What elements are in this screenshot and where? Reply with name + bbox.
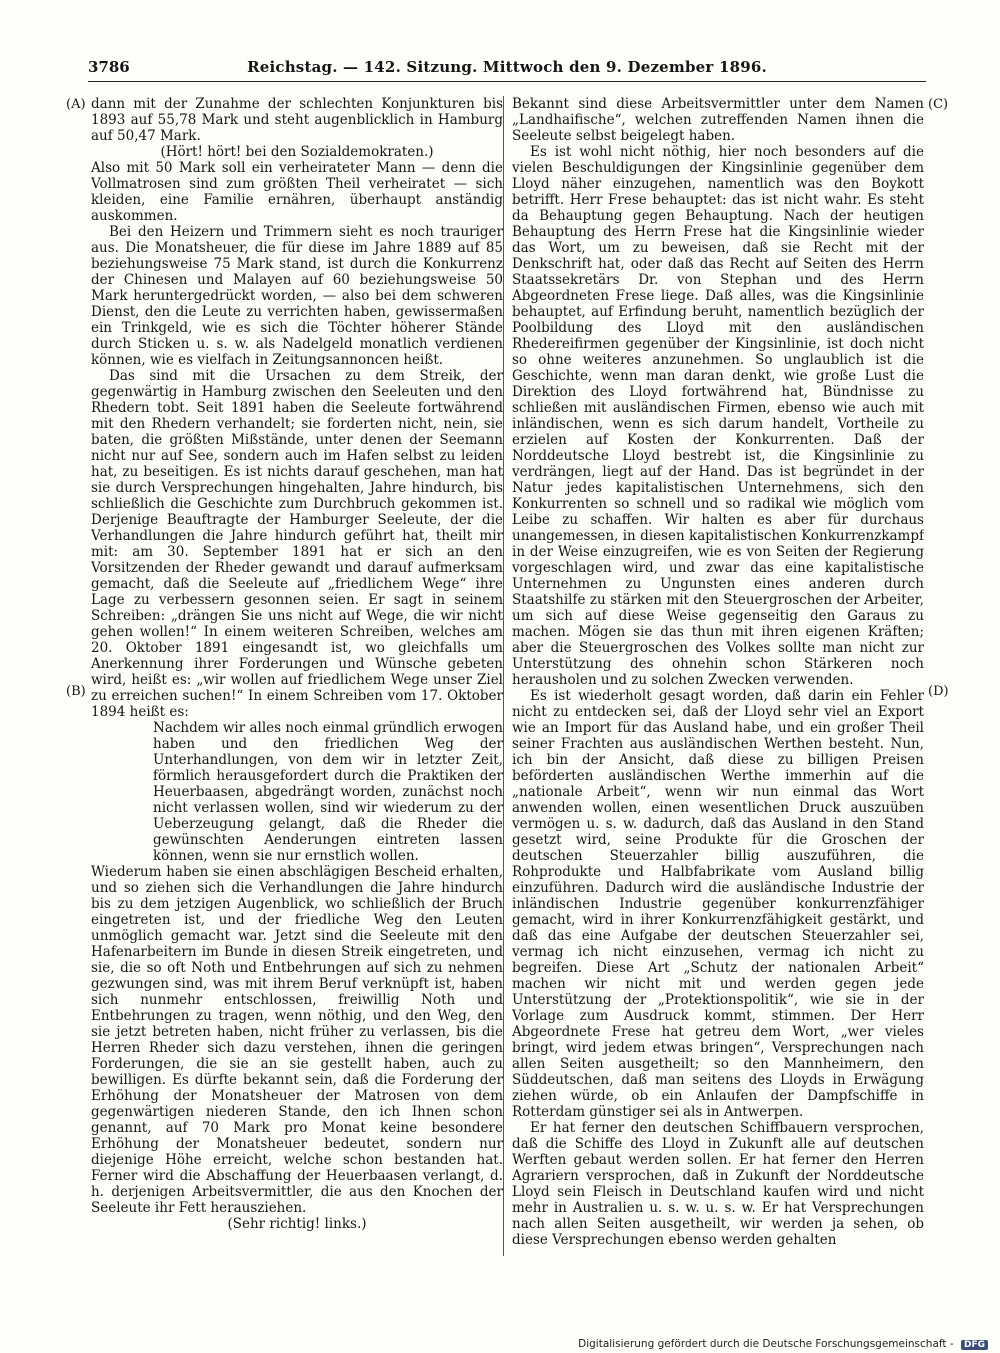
margin-marker-c: (C) xyxy=(928,97,949,112)
digitization-credit xyxy=(578,1338,988,1350)
paragraph: Wiederum haben sie einen abschlägigen Bescheid erhalten, und so ziehen sich die Verhandlungen die Jahre hindurch bis zu dem jetzigen Augenblick, wo schließlich der Bruch eingetreten ist, und der friedliche Weg den Leuten unmöglich gemacht war. Jetzt sind die Seeleute mit den Hafenarbeitern im Bunde in diesen Streik eingetreten, und sie, die so oft Noth und Entbehrungen auf sich zu nehmen gezwungen sind, was mit ihrem Beruf verknüpft ist, haben sich nunmehr entschlossen, freiwillig Noth und Entbehrungen zu tragen, wenn nöthig, und den Weg, den sie jetzt betreten haben, nicht früher zu verlassen, bis die Herren Rheder sich dazu verstehen, ihnen die geringen Forderungen, die sie an sie gestellt haben, auch zu bewilligen. Es dürfte bekannt sein, daß die Forderung der Erhöhung der Monatsheuer der Matrosen von dem gegenwärtigen niederen Stande, den ich Ihnen schon genannt, auf 70 Mark pro Monat keine besondere Erhöhung der Monatsheuer bedeutet, sondern nur diejenige Höhe erreicht, welche schon bestanden hat. Ferner wird die Abschaffung der Heuerbaasen verlangt, d. h. derjenigen Arbeitsvermittler, die aus den Knochen der Seeleute ihr Fett herausziehen. xyxy=(91,864,503,1216)
paragraph: Es ist wohl nicht nöthig, hier noch besonders auf die vielen Beschuldigungen der Kingsinlinie gegenüber dem Lloyd näher einzugehen, namentlich was den Boykott betrifft. Herr Frese behauptet: das ist nicht wahr. Es steht da Behauptung gegen Behauptung. Nach der heutigen Behauptung des Herrn Frese hat die Kingsinlinie wieder das Wort, um zu beweisen, daß sie Recht mit der Denkschrift hat, oder daß das Recht auf Seiten des Herrn Staatssekretärs Dr. von Stephan und des Herrn Abgeordneten Frese liege. Daß alles, was die Kingsinlinie behauptet, auf Erfindung beruht, namentlich bezüglich der Poolbildung des Lloyd mit den ausländischen Rhedereifirmen gegenüber der Kingsinlinie, ist doch nicht so ohne weiteres anzunehmen. So unglaublich ist die Geschichte, wenn man daran denkt, wie große Lust die Direktion des Lloyd fortwährend hat, Bündnisse zu schließen mit ausländischen Firmen, ebenso wie auch mit inländischen, wenn es sich darum handelt, Vortheile zu erzielen auf Kosten der Konkurrenten. Daß der Norddeutsche Lloyd bestrebt ist, die Kingsinlinie zu verdrängen, liegt auf der Hand. Das ist begründet in der Natur jedes kapitalistischen Unternehmens, sich den Konkurrenten so schnell und so radikal wie möglich vom Leibe zu schaffen. Wir halten es aber für durchaus unangemessen, in diesen kapitalistischen Konkurrenzkampf in der Weise einzugreifen, wie es von Seiten der Regierung vorgeschlagen wird, und zwar das eine kapitalistische Unternehmen zu Ungunsten eines anderen durch Staatshilfe zu stärken mit den Steuergroschen der Arbeiter, um sich auf diese Weise gegenseitig den Garaus zu machen. Mögen sie das thun mit ihren eigenen Kräften; aber die Steuergroschen des Volkes sollte man nicht zur Unterstützung des ohnehin schon Stärkeren noch herausholen und zu solchen Zwecken verwenden. xyxy=(512,144,924,688)
margin-marker-b: (B) xyxy=(66,684,86,699)
paragraph: Bei den Heizern und Trimmern sieht es noch trauriger aus. Die Monatsheuer, die für diese im Jahre 1889 auf 85 beziehungsweise 75 Mark stand, ist durch die Konkurrenz der Chinesen und Malayen auf 60 beziehungsweise 50 Mark heruntergedrückt worden, — also bei dem schweren Dienst, den die Leute zu verrichten haben, gewissermaßen ein Trinkgeld, wie es sich die Töchter höherer Stände durch Sticken u. s. w. als Nadelgeld monatlich verdienen können, wie es vielfach in Zeitungsannoncen heißt. xyxy=(91,224,503,368)
column-divider xyxy=(503,96,504,1256)
paragraph: Also mit 50 Mark soll ein verheirateter Mann — denn die Vollmatrosen sind zum größten Theil verheiratet — sich kleiden, eine Familie ernähren, überhaupt anständig auskommen. xyxy=(91,160,503,224)
paragraph: Das sind mit die Ursachen zu dem Streik, der gegenwärtig in Hamburg zwischen den Seeleuten und den Rhedern tobt. Seit 1891 haben die Seeleute fortwährend mit den Rhedern verhandelt; sie forderten nicht, nein, sie baten, die größten Mißstände, unter denen der Seemann nicht nur auf See, sondern auch im Hafen selbst zu leiden hat, zu beseitigen. Es ist nichts darauf geschehen, man hat sie durch Versprechungen hingehalten, Jahre hindurch, bis schließlich die Geschichte zum Durchbruch gekommen ist. Derjenige Beauftragte der Hamburger Seeleute, der die Verhandlungen die Jahre hindurch geführt hat, theilt mir mit: am 30. September 1891 hat er sich an den Vorsitzenden der Rheder gewandt und darauf aufmerksam gemacht, daß die Seeleute auf „friedlichem Wege“ ihre Lage zu verbessern gesonnen seien. Er sagt in seinem Schreiben: „drängen Sie uns nicht auf Wege, die wir nicht gehen wollen!“ In einem weiteren Schreiben, welches am 20. Oktober 1891 eingesandt ist, wo gleichfalls um Anerkennung ihrer Forderungen und Wünsche gebeten wird, heißt es: „wir wollen auf friedlichem Wege unser Ziel zu erreichen suchen!“ In einem Schreiben vom 17. Oktober 1894 heißt es: xyxy=(91,368,503,720)
paragraph: Er hat ferner den deutschen Schiffbauern versprochen, daß die Schiffe des Lloyd in Zukunft alle auf deutschen Werften gebaut werden sollen. Er hat ferner den Herren Agrariern versprochen, daß in Zukunft der Norddeutsche Lloyd sein Fleisch in Deutschland kaufen wird und nicht mehr in Australien u. s. w. u. s. w. Er hat Versprechungen nach allen Seiten ausgetheilt, wir werden ja sehen, ob diese Versprechungen ebenso werden gehalten xyxy=(512,1120,924,1248)
margin-marker-a: (A) xyxy=(66,97,86,112)
left-column xyxy=(91,96,503,1261)
paragraph: Bekannt sind diese Arbeitsvermittler unter dem Namen „Landhaifische“, welchen zutreffenden Namen ihnen die Seeleute selbst beigelegt haben. xyxy=(512,96,924,144)
block-quote: Nachdem wir alles noch einmal gründlich erwogen haben und den friedlichen Weg der Unterhandlungen, von dem wir in letzter Zeit, förmlich herausgefordert durch die Praktiken der Heuerbaasen, abgedrängt worden, zunächst noch nicht verlassen wollen, sind wir wiederum zu der Ueberzeugung gelangt, daß die Rheder die gewünschten Aenderungen eintreten lassen können, wenn sie nur ernstlich wollen. xyxy=(153,720,503,864)
interjection: (Hört! hört! bei den Sozialdemokraten.) xyxy=(160,144,434,160)
right-column xyxy=(512,96,924,1261)
dfg-logo: DFG xyxy=(961,1340,988,1350)
paragraph: Es ist wiederholt gesagt worden, daß darin ein Fehler nicht zu entdecken sei, daß der Lloyd sehr viel an Export wie an Import für das Ausland habe, und ein großer Theil seiner Frachten aus ausländischen Werthen besteht. Nun, ich bin der Ansicht, daß diese zu billigen Preisen beförderten ausländischen Werthe immerhin auf die „nationale Arbeit“, wenn wir nun einmal das Wort anwenden wollen, einen wesentlichen Druck auszuüben vermögen u. s. w. dadurch, daß das Ausland in den Stand gesetzt wird, seine Produkte für die Groschen der deutschen Steuerzahler billig auszuführen, die Rohprodukte und Halbfabrikate vom Ausland billig einzuführen. Dadurch wird die ausländische Industrie der inländischen Industrie gegenüber konkurrenzfähiger gemacht, wird in ihrer Konkurrenzfähigkeit gestärkt, und daß das eine Aufgabe der deutschen Steuerzahler sei, vermag ich nicht einzusehen, vermag ich nicht zu begreifen. Diese Art „Schutz der nationalen Arbeit“ machen wir nicht mit und werden gegen jede Unterstützung der „Protektionspolitik“, wie sie in der Vorlage zum Ausdruck kommt, stimmen. Der Herr Abgeordnete Frese hat getreu dem Wort, „wer vieles bringt, wird jedem etwas bringen“, Versprechungen nach allen Seiten ausgetheilt; so den Mannheimern, den Süddeutschen, daß man seitens des Lloyds in Erwägung ziehen würde, ob ein Anlaufen der Dampfschiffe in Rotterdam günstiger sei als in Antwerpen. xyxy=(512,688,924,1120)
interjection: (Sehr richtig! links.) xyxy=(227,1216,367,1232)
page-number: 3786 xyxy=(88,58,130,76)
running-head-title: Reichstag. — 142. Sitzung. Mittwoch den 9. Dezember 1896. xyxy=(247,58,767,76)
paragraph: dann mit der Zunahme der schlechten Konjunkturen bis 1893 auf 55,78 Mark und steht augenblicklich in Hamburg auf 50,47 Mark. xyxy=(91,96,503,144)
credit-text: Digitalisierung gefördert durch die Deutsche Forschungsgemeinschaft - xyxy=(578,1338,954,1350)
margin-marker-d: (D) xyxy=(928,684,949,699)
running-header xyxy=(88,58,926,82)
